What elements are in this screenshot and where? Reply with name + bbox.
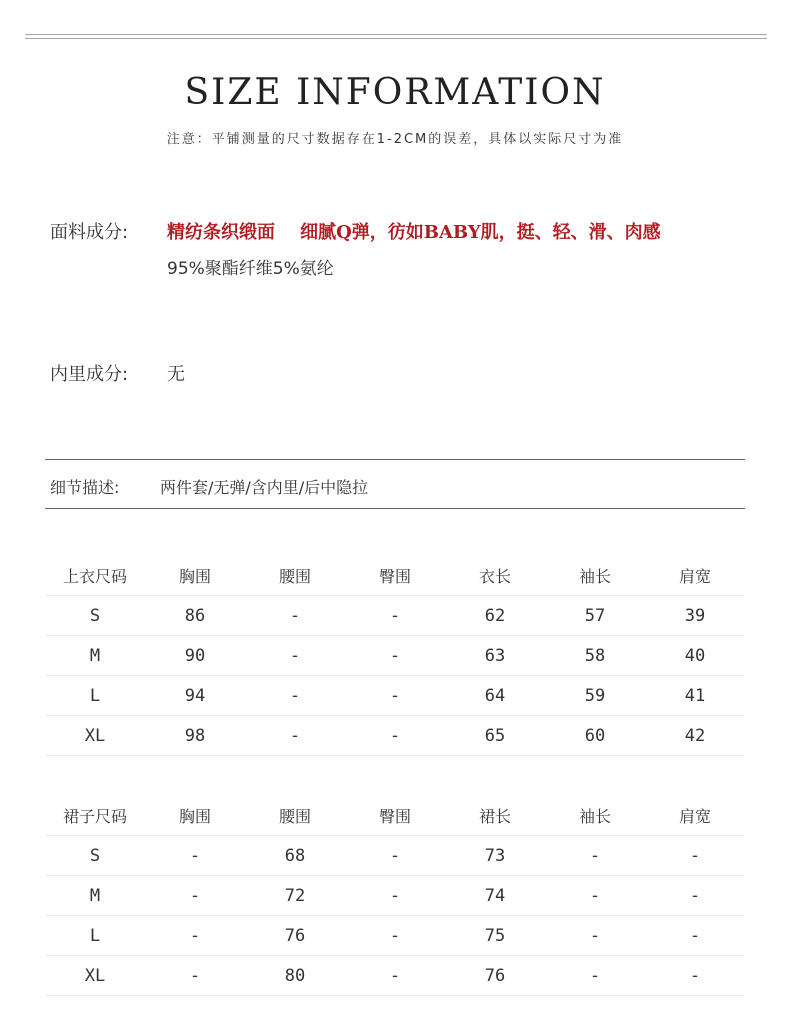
table-cell: - <box>645 836 745 876</box>
skirt-header-chest: 胸围 <box>145 796 245 836</box>
table-row <box>45 916 745 956</box>
skirt-header-length: 裙长 <box>445 796 545 836</box>
table-cell: - <box>345 676 445 716</box>
fabric-highlight: 精纺条织缎面 细腻Q弹，彷如BABY肌，挺、轻、滑、肉感 <box>167 222 661 243</box>
table-row <box>45 836 745 876</box>
table-row <box>45 636 745 676</box>
table-cell: - <box>145 876 245 916</box>
table-cell: S <box>45 836 145 876</box>
table-row <box>45 876 745 916</box>
table-cell: L <box>45 676 145 716</box>
table-cell: - <box>545 956 645 996</box>
top-header-sleeve: 袖长 <box>545 556 645 596</box>
top-size-table <box>45 556 745 756</box>
table-cell: 62 <box>445 596 545 636</box>
table-cell: XL <box>45 716 145 756</box>
table-cell: 76 <box>245 916 345 956</box>
table-cell: S <box>45 596 145 636</box>
table-cell: - <box>345 596 445 636</box>
table-cell: - <box>345 836 445 876</box>
table-cell: XL <box>45 956 145 996</box>
table-cell: 72 <box>245 876 345 916</box>
top-divider-secondary <box>25 38 767 39</box>
skirt-header-shoulder: 肩宽 <box>645 796 745 836</box>
skirt-table-header-row <box>45 796 745 836</box>
table-cell: 60 <box>545 716 645 756</box>
table-cell: 39 <box>645 596 745 636</box>
table-cell: 59 <box>545 676 645 716</box>
top-header-length: 衣长 <box>445 556 545 596</box>
table-cell: L <box>45 916 145 956</box>
table-row <box>45 956 745 996</box>
table-cell: - <box>345 636 445 676</box>
table-cell: 86 <box>145 596 245 636</box>
top-table-header-row <box>45 556 745 596</box>
measurement-note: 注意：平铺测量的尺寸数据存在1-2CM的误差，具体以实际尺寸为准 <box>166 132 624 147</box>
table-cell: 40 <box>645 636 745 676</box>
top-header-waist: 腰围 <box>245 556 345 596</box>
table-cell: - <box>645 916 745 956</box>
fabric-label: 面料成分: <box>50 222 129 243</box>
table-cell: 73 <box>445 836 545 876</box>
lining-label: 内里成分: <box>50 364 129 385</box>
table-cell: 98 <box>145 716 245 756</box>
top-divider <box>25 34 767 35</box>
table-cell: - <box>245 636 345 676</box>
top-header-hip: 臀围 <box>345 556 445 596</box>
top-header-chest: 胸围 <box>145 556 245 596</box>
table-cell: 64 <box>445 676 545 716</box>
table-row <box>45 676 745 716</box>
detail-label: 细节描述: <box>50 478 120 497</box>
table-cell: - <box>245 596 345 636</box>
table-cell: - <box>545 916 645 956</box>
detail-value: 两件套/无弹/含内里/后中隐拉 <box>160 478 369 497</box>
skirt-header-size: 裙子尺码 <box>45 796 145 836</box>
table-cell: M <box>45 876 145 916</box>
table-cell: - <box>245 716 345 756</box>
table-cell: 42 <box>645 716 745 756</box>
fabric-composition: 95%聚酯纤维5%氨纶 <box>167 259 334 279</box>
table-cell: - <box>545 876 645 916</box>
table-cell: 74 <box>445 876 545 916</box>
lining-value: 无 <box>167 364 185 385</box>
skirt-header-hip: 臀围 <box>345 796 445 836</box>
table-cell: 58 <box>545 636 645 676</box>
table-cell: 68 <box>245 836 345 876</box>
table-cell: - <box>645 956 745 996</box>
table-cell: 75 <box>445 916 545 956</box>
table-cell: 41 <box>645 676 745 716</box>
table-cell: 57 <box>545 596 645 636</box>
table-cell: - <box>145 916 245 956</box>
detail-top-divider <box>45 459 745 460</box>
table-row <box>45 716 745 756</box>
table-cell: 94 <box>145 676 245 716</box>
table-cell: - <box>545 836 645 876</box>
skirt-header-sleeve: 袖长 <box>545 796 645 836</box>
table-cell: - <box>245 676 345 716</box>
table-cell: 65 <box>445 716 545 756</box>
table-cell: - <box>345 716 445 756</box>
page-title: SIZE INFORMATION <box>184 72 606 113</box>
top-header-shoulder: 肩宽 <box>645 556 745 596</box>
skirt-header-waist: 腰围 <box>245 796 345 836</box>
table-cell: 63 <box>445 636 545 676</box>
table-cell: 80 <box>245 956 345 996</box>
table-cell: - <box>645 876 745 916</box>
table-cell: - <box>145 956 245 996</box>
top-header-size: 上衣尺码 <box>45 556 145 596</box>
table-cell: - <box>345 876 445 916</box>
skirt-size-table <box>45 796 745 996</box>
table-cell: M <box>45 636 145 676</box>
detail-bottom-divider <box>45 508 745 509</box>
table-cell: - <box>345 916 445 956</box>
table-cell: 76 <box>445 956 545 996</box>
table-row <box>45 596 745 636</box>
table-cell: 90 <box>145 636 245 676</box>
table-cell: - <box>145 836 245 876</box>
table-cell: - <box>345 956 445 996</box>
